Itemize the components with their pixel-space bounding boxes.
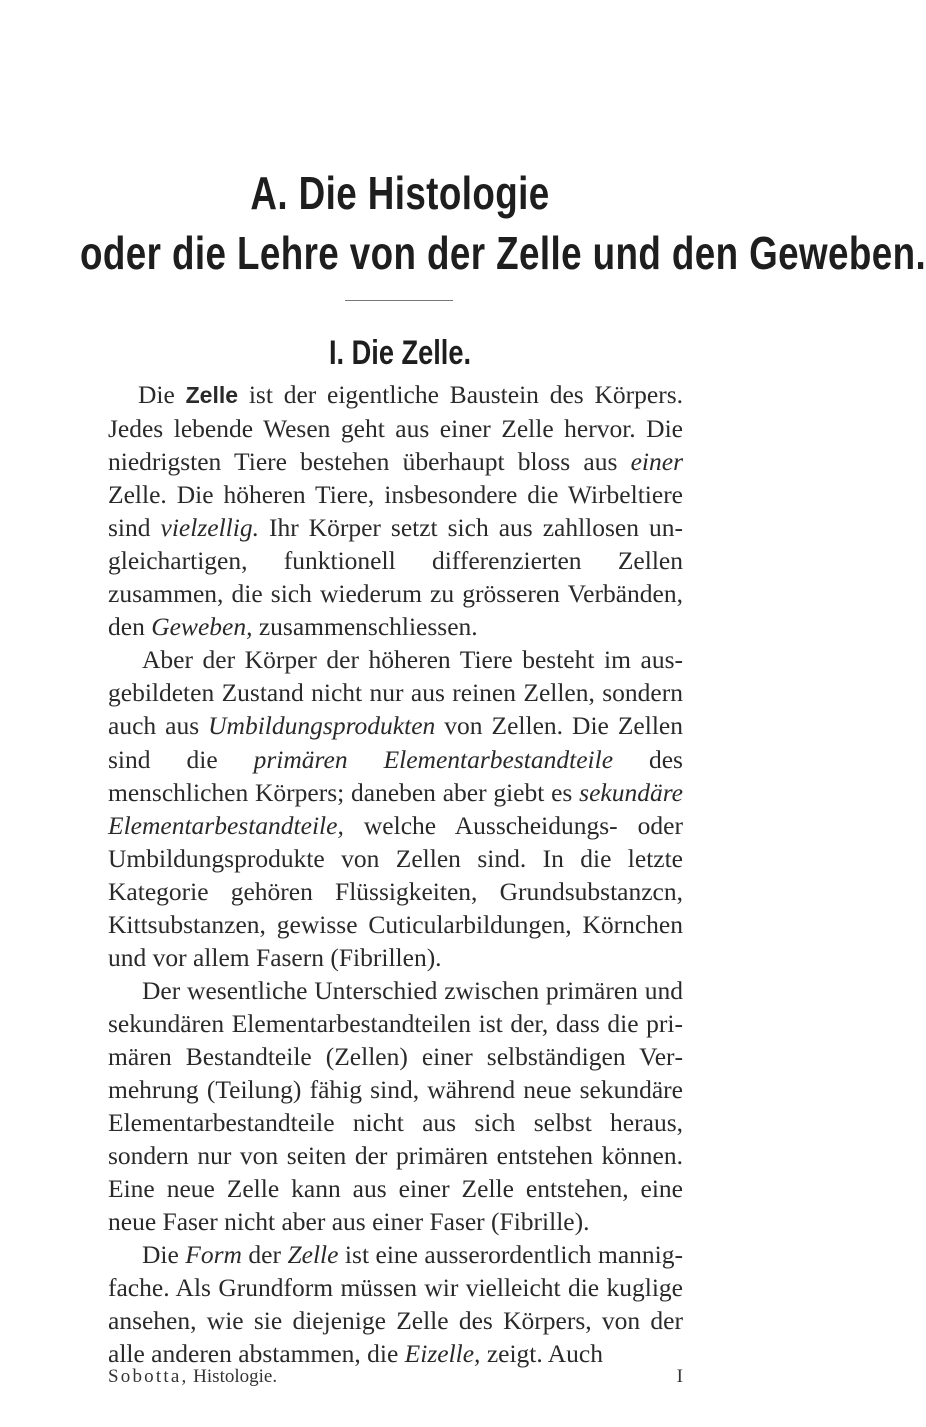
text-run: Die: [142, 1240, 186, 1270]
emphasis: einer: [630, 447, 683, 477]
paragraph-1: [108, 378, 683, 643]
text-run: Die: [138, 380, 186, 409]
footer-author: Sobotta,: [108, 1366, 189, 1387]
page-footer: [108, 1366, 683, 1388]
text-run: von Zellen. Die Zellen sind die: [108, 711, 683, 774]
text-run: zeigt. Auch: [480, 1339, 603, 1369]
emphasis: primären Elementarbestandteile: [253, 744, 614, 774]
emphasis: Geweben,: [151, 612, 253, 642]
text-run: Zelle. Die höheren Tiere, insbesondere die Wirbeltiere sind: [108, 480, 683, 543]
text-run: ist der eigentliche Baustein des Körpers. Jedes lebende Wesen geht aus einer Zelle hervor. Die niedrigsten Tiere bestehen überhaupt bloss aus: [108, 380, 683, 477]
paragraph-2: [108, 643, 683, 973]
emphasis: vielzellig.: [160, 513, 259, 543]
body-text: [108, 378, 683, 1370]
chapter-subtitle: oder die Lehre von der Zelle und den Geweben.: [80, 227, 926, 279]
text-run: ist eine ausserordentlich mannigfache. Als Grundform müssen wir vielleicht die kuglige ansehen, wie sie diejenige Zelle des Körpers, von der alle anderen abstammen, die: [108, 1240, 683, 1369]
keyword-zelle: Zelle: [185, 382, 239, 408]
footer-work: Histologie.: [188, 1366, 278, 1387]
title-divider: [345, 300, 453, 301]
text-run: Aber der Körper der höheren Tiere besteht im ausgebildeten Zustand nicht nur aus reinen Zellen, sondern auch aus: [108, 645, 683, 741]
chapter-title: A. Die Histologie: [250, 167, 550, 219]
paragraph-3: Der wesentliche Unterschied zwischen primären und sekundären Elementarbestandteilen ist der, dass die primären Bestandteile (Zellen) einer selbständigen Vermehrung (Teilung) fähig sind, während neue sekundäre Elementarbestandteile nicht aus sich selbst heraus, sondern nur von seiten der primären entstehen können. Eine neue Zelle kann aus einer Zelle entstehen, eine neue Faser nicht aber aus einer Faser (Fibrille).: [108, 975, 683, 1237]
page-number: I: [676, 1366, 683, 1387]
text-run: zusammenschliessen.: [252, 612, 478, 642]
emphasis: Form: [185, 1240, 242, 1270]
text-run: Ihr Körper setzt sich aus zahllosen ungleichartigen, funktionell differenzierten Zellen zusammen, die sich wiederum zu grösseren Verbänden, den: [108, 513, 683, 642]
emphasis: Zelle: [287, 1240, 339, 1270]
section-title: I. Die Zelle.: [328, 334, 472, 372]
emphasis: Eizelle,: [404, 1339, 481, 1369]
paragraph-4: [108, 1238, 683, 1370]
emphasis: sekundäre Elementarbestandteile,: [108, 777, 683, 840]
text-run: der: [241, 1240, 288, 1270]
emphasis: Umbildungsprodukten: [208, 711, 436, 741]
text-run: welche Ausscheidungs- oder Umbildungsprodukte von Zellen sind. In die letzte Kategorie gehören Flüssigkeiten, Grundsubstanzcn, Kittsubstanzen, gewisse Cuticularbildungen, Körnchen und vor allem Fasern (Fibrillen).: [108, 810, 683, 972]
text-run: des menschlichen Körpers; daneben aber giebt es: [108, 744, 683, 807]
